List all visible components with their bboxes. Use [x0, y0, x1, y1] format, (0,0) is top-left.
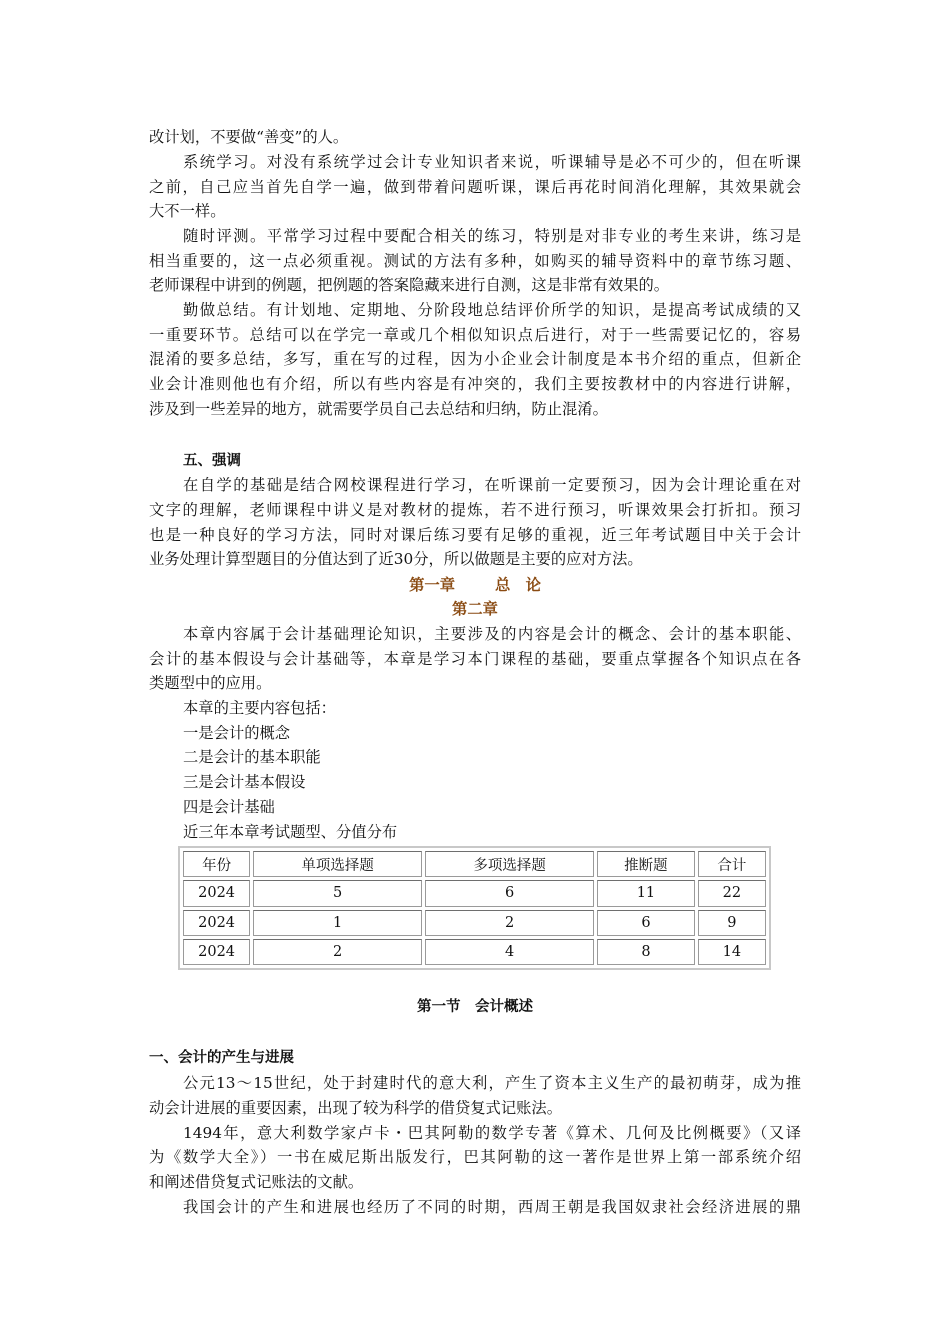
- paragraph-line: 勤做总结。有计划地、定期地、分阶段地总结评价所学的知识，是提高考试成绩的又: [183, 301, 801, 319]
- paragraph-line: 我国会计的产生和进展也经历了不同的时期，西周王朝是我国奴隶社会经济进展的鼎: [183, 1198, 801, 1216]
- table-header-cell: 年份: [183, 851, 250, 877]
- table-cell: 1: [253, 910, 422, 936]
- chapter-name: 总 论: [495, 576, 541, 594]
- paragraph-line: 在自学的基础是结合网校课程进行学习，在听课前一定要预习，因为会计理论重在对: [183, 476, 801, 494]
- table-cell: 9: [698, 910, 766, 936]
- table-row: [183, 910, 766, 936]
- chapter-title: [149, 573, 801, 598]
- table-row: [183, 939, 766, 965]
- paragraph-line: 业会计准则他也有介绍，所以有些内容是有冲突的，我们主要按教材中的内容进行讲解，: [149, 375, 801, 393]
- paragraph-line: 混淆的要多总结，多写，重在写的过程，因为小企业会计制度是本书介绍的重点，但新企: [149, 350, 801, 368]
- paragraph-line: 涉及到一些差异的地方，就需要学员自己去总结和归纳，防止混淆。: [149, 400, 608, 418]
- table-cell: 2024: [183, 939, 250, 965]
- table-cell: 14: [698, 939, 766, 965]
- paragraph-line: 也是一种良好的学习方法，同时对课后练习要有足够的重视，近三年考试题目中关于会计: [149, 526, 801, 544]
- table-caption: 近三年本章考试题型、分值分布: [183, 823, 398, 841]
- table-header-cell: 合计: [698, 851, 766, 877]
- paragraph-line: 1494年，意大利数学家卢卡・巴其阿勒的数学专著《算术、几何及比例概要》（又译: [183, 1124, 801, 1142]
- paragraph-line: 系统学习。对没有系统学过会计专业知识者来说，听课辅导是必不可少的，但在听课: [183, 153, 801, 171]
- paragraph-line: 公元13～15世纪，处于封建时代的意大利，产生了资本主义生产的最初萌芽，成为推: [183, 1074, 801, 1092]
- paragraph-line: 大不一样。: [149, 202, 226, 220]
- paragraph-line: 老师课程中讲到的例题，把例题的答案隐藏来进行自测，这是非常有效果的。: [149, 276, 670, 294]
- table-cell: 2024: [183, 910, 250, 936]
- paragraph-line: 之前，自己应当首先自学一遍，做到带着问题听课，课后再花时间消化理解，其效果就会: [149, 178, 801, 196]
- list-item: 二是会计的基本职能: [183, 748, 321, 766]
- list-intro: 本章的主要内容包括：: [183, 699, 336, 717]
- table-cell: 22: [698, 880, 766, 906]
- table-cell: 6: [597, 910, 695, 936]
- paragraph-line: 为《数学大全》）一书在威尼斯出版发行，巴其阿勒的这一著作是世界上第一部系统介绍: [149, 1148, 801, 1166]
- paragraph-line: 一重要环节。总结可以在学完一章或几个相似知识点后进行，对于一些需要记忆的，容易: [149, 326, 801, 344]
- list-item: 三是会计基本假设: [183, 773, 306, 791]
- section-heading: 五、强调: [183, 453, 241, 469]
- table-cell: 2: [425, 910, 594, 936]
- table-cell: 6: [425, 880, 594, 906]
- list-item: 一是会计的概念: [183, 724, 291, 742]
- table-cell: 4: [425, 939, 594, 965]
- paragraph-line: 本章内容属于会计基础理论知识，主要涉及的内容是会计的概念、会计的基本职能、: [183, 625, 801, 643]
- chapter-number: 第一章: [409, 576, 455, 594]
- table-cell: 8: [597, 939, 695, 965]
- paragraph-line: 随时评测。平常学习过程中要配合相关的练习，特别是对非专业的考生来讲，练习是: [183, 227, 801, 245]
- table-cell: 2024: [183, 880, 250, 906]
- paragraph-line: 改计划，不要做“善变”的人。: [149, 128, 349, 146]
- table-header-cell: 推断题: [597, 851, 695, 877]
- table-cell: 5: [253, 880, 422, 906]
- table-cell: 2: [253, 939, 422, 965]
- paragraph-line: 会计的基本假设与会计基础等，本章是学习本门课程的基础，要重点掌握各个知识点在各: [149, 650, 801, 668]
- score-table: [178, 846, 771, 970]
- paragraph-line: 相当重要的，这一点必须重视。测试的方法有多种，如购买的辅导资料中的章节练习题、: [149, 252, 801, 270]
- subsection-heading: 一、会计的产生与进展: [149, 1050, 294, 1066]
- paragraph-line: 业务处理计算型题目的分值达到了近30分，所以做题是主要的应对方法。: [149, 550, 643, 568]
- section-title: 第一节 会计概述: [417, 999, 533, 1015]
- list-item: 四是会计基础: [183, 798, 275, 816]
- table-cell: 11: [597, 880, 695, 906]
- table-header-cell: 多项选择题: [425, 851, 594, 877]
- paragraph-line: 文字的理解，老师课程中讲义是对教材的提炼，若不进行预习，听课效果会打折扣。预习: [149, 501, 801, 519]
- chapter-subtitle: 第二章: [452, 600, 498, 618]
- table-header-row: [183, 851, 766, 877]
- table-row: [183, 880, 766, 906]
- paragraph-line: 和阐述借贷复式记账法的文献。: [149, 1173, 364, 1191]
- table-header-cell: 单项选择题: [253, 851, 422, 877]
- paragraph-line: 类题型中的应用。: [149, 674, 272, 692]
- paragraph-line: 动会计进展的重要因素，出现了较为科学的借贷复式记账法。: [149, 1099, 563, 1117]
